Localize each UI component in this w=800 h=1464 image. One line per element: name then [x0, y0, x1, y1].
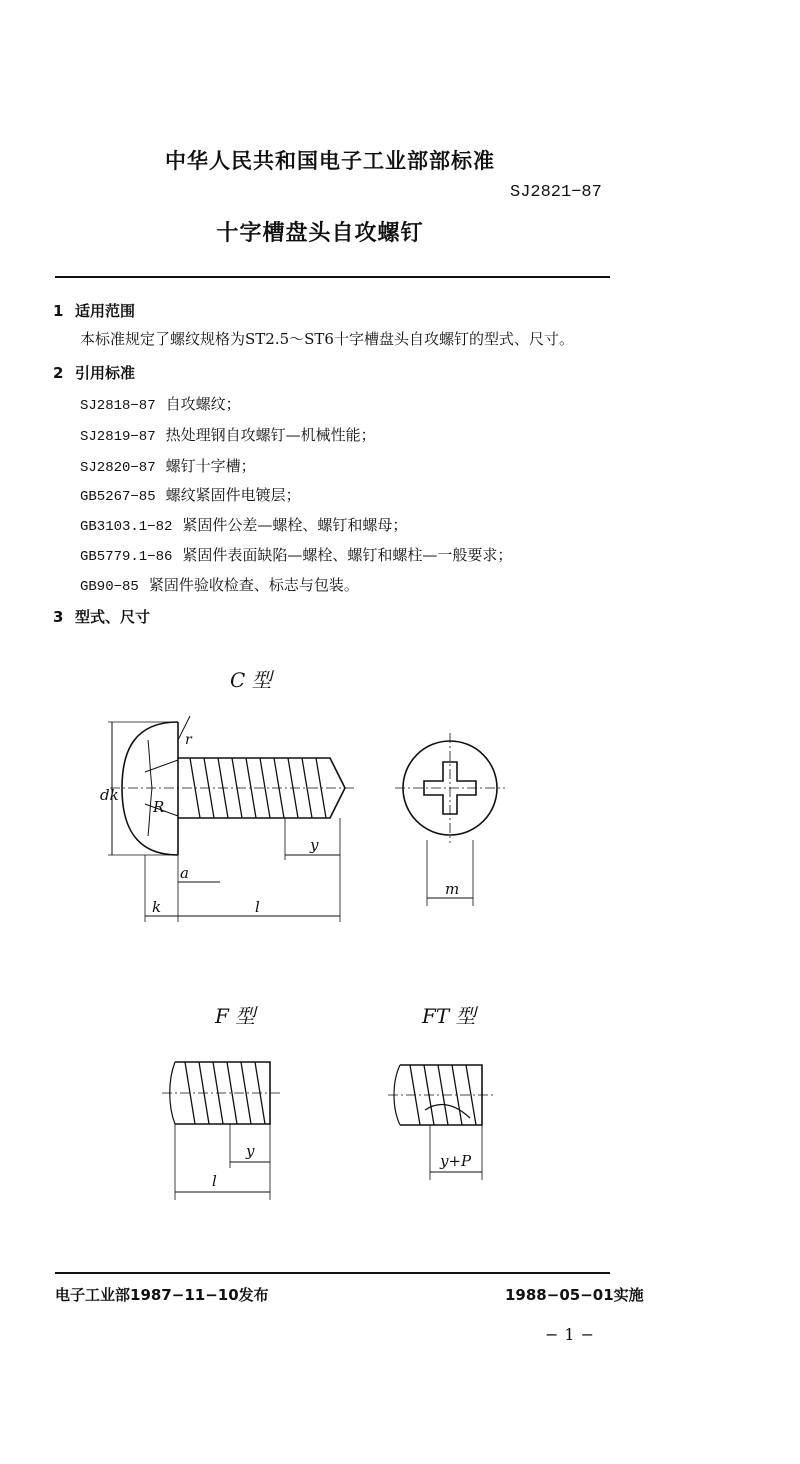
section-number: 3: [53, 608, 64, 626]
dim-y-plus-p-label: y+P: [440, 1152, 472, 1170]
dim-y-label: y: [310, 836, 319, 854]
dim-y-label: y: [246, 1142, 255, 1160]
reference-code: SJ2819−87: [80, 429, 156, 445]
reference-title: 自攻螺纹；: [165, 395, 241, 413]
dim-m-label: m: [445, 880, 460, 898]
figure-label-c-type: C 型: [230, 668, 272, 692]
reference-code: GB3103.1−82: [80, 519, 173, 535]
scope-paragraph: 本标准规定了螺纹规格为ST2.5～ST6十字槽盘头自攻螺钉的型式、尺寸。: [80, 330, 574, 348]
section-title: 适用范围: [75, 302, 136, 320]
reference-code: GB5779.1−86: [80, 549, 173, 565]
reference-title: 热处理钢自攻螺钉—机械性能；: [165, 426, 376, 444]
section-title: 引用标准: [75, 364, 136, 382]
section-title: 型式、尺寸: [75, 608, 151, 626]
figure-label-ft-type: FT 型: [422, 1004, 476, 1028]
reference-title: 紧固件验收检查、标志与包装。: [148, 576, 359, 594]
dim-k-label: k: [152, 898, 162, 916]
standard-number: SJ2821−87: [510, 183, 602, 202]
reference-code: SJ2818−87: [80, 398, 156, 414]
footer-rule: [55, 1272, 610, 1274]
page-number: −1−: [545, 1325, 600, 1344]
reference-code: GB90−85: [80, 579, 139, 595]
figure-label-f-type: F 型: [215, 1004, 256, 1028]
section-number: 2: [53, 364, 64, 382]
reference-code: GB5267−85: [80, 489, 156, 505]
reference-title: 螺纹紧固件电镀层；: [165, 486, 301, 504]
issuing-organization: 中华人民共和国电子工业部部标准: [165, 149, 495, 173]
dim-r-label: r: [185, 732, 192, 748]
dim-dk-label: dk: [100, 786, 119, 804]
issue-date: 电子工业部1987−11−10发布: [55, 1286, 269, 1304]
effective-date: 1988−05−01实施: [505, 1286, 644, 1304]
dim-R-label: R: [153, 798, 165, 816]
reference-title: 螺钉十字槽；: [165, 457, 256, 475]
reference-code: SJ2820−87: [80, 460, 156, 476]
dim-l-label: l: [255, 898, 260, 916]
reference-title: 紧固件公差—螺栓、螺钉和螺母；: [182, 516, 408, 534]
document-title: 十字槽盘头自攻螺钉: [216, 221, 424, 246]
dim-l-label: l: [212, 1172, 217, 1190]
section-number: 1: [53, 302, 64, 320]
reference-title: 紧固件表面缺陷—螺栓、螺钉和螺柱—一般要求；: [182, 546, 513, 564]
dim-a-label: a: [180, 864, 189, 882]
